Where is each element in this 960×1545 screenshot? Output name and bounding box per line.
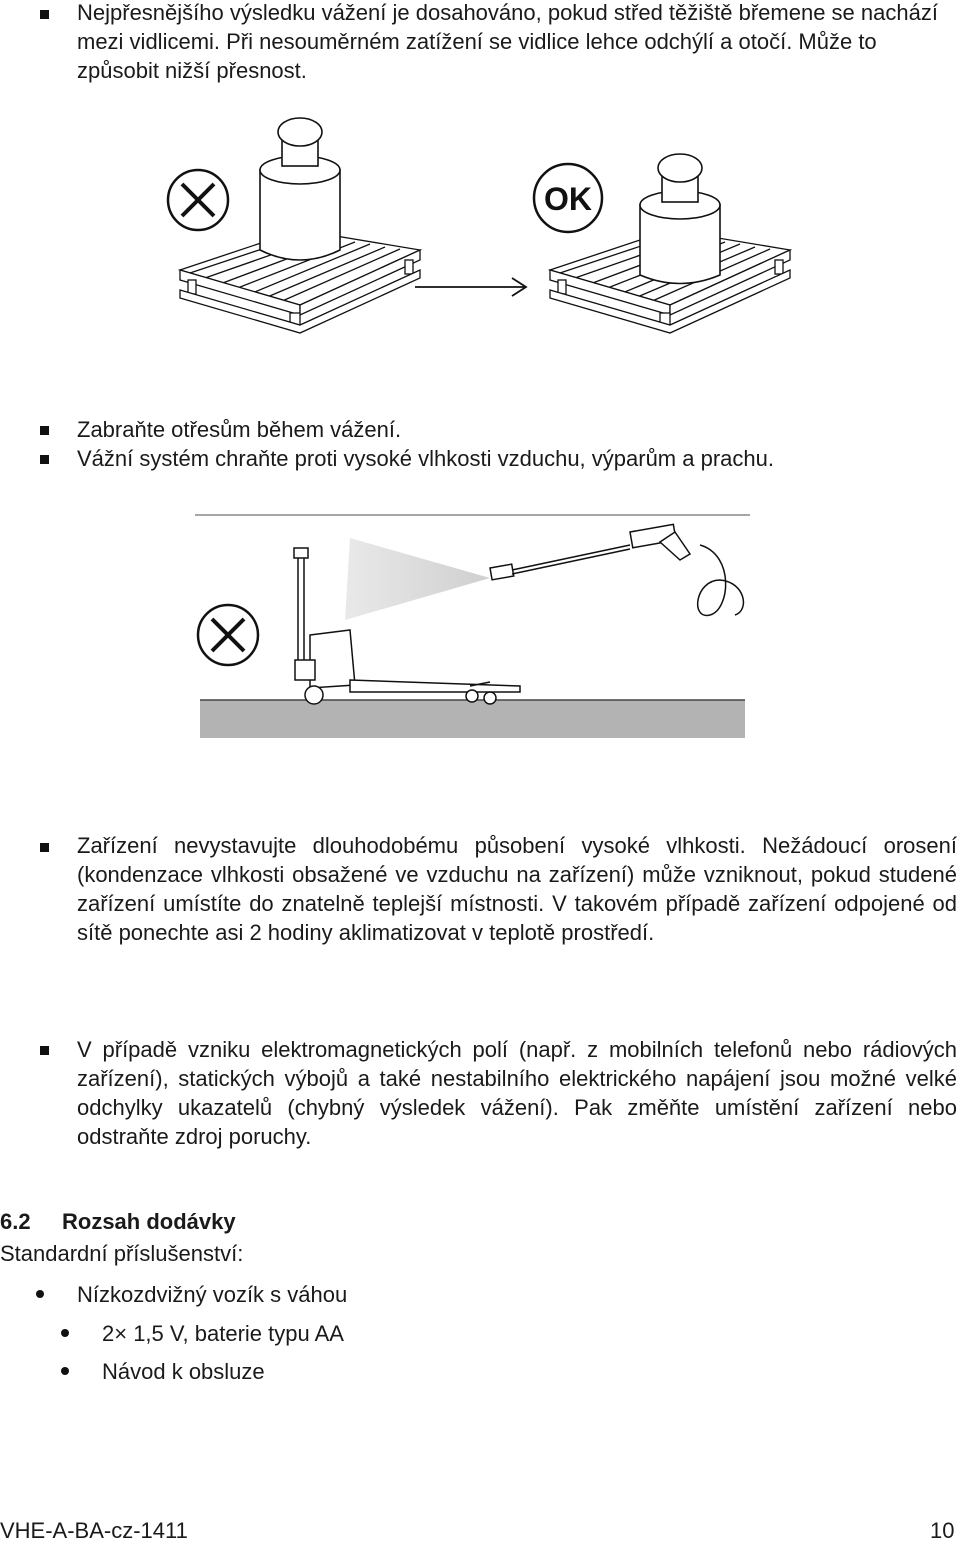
- bullet-marker: [40, 843, 49, 852]
- bullet-marker: [40, 455, 49, 464]
- svg-text:OK: OK: [544, 181, 592, 217]
- bullet-marker: [40, 10, 49, 19]
- section-title: Rozsah dodávky: [62, 1209, 236, 1234]
- ok-icon: [534, 164, 602, 232]
- weight-left: [260, 118, 340, 260]
- pallet-weight-figure: [150, 110, 800, 350]
- footer-doc-id: VHE-A-BA-cz-1411: [0, 1518, 188, 1543]
- paragraph-condensation: Zařízení nevystavujte dlouhodobému působení vysoké vlhkosti. Nežádoucí orosení (kondenzace vlhkosti obsažené ve vzduchu na zařízení) může vzniknout, pokud studené zařízení umístíte do znatelně teplejší místnosti. V takovém případě zařízení odpojené od sítě ponechte asi 2 hodiny aklimatizovat v teplotě prostředí.: [77, 833, 957, 945]
- footer-page-number: 10: [930, 1518, 955, 1543]
- weight-right: [640, 154, 720, 284]
- spray-gun: [490, 524, 743, 615]
- paragraph-electromagnetic: V případě vzniku elektromagnetických polí (např. z mobilních telefonů nebo rádiových zařízení), statických výbojů a také nestabilního elektrického napájení jsou možné velké odchylky ukazatelů (chybný výsledek vážení). Pak změňte umístění zařízení nebo odstraňte zdroj poruchy.: [77, 1037, 957, 1149]
- section-subtitle: Standardní příslušenství:: [0, 1241, 244, 1266]
- floor: [200, 700, 745, 738]
- water-spray: [345, 538, 490, 620]
- list-item: 2× 1,5 V, baterie typu AA: [102, 1321, 344, 1346]
- paragraph-humidity: Vážní systém chraňte proti vysoké vlhkosti vzduchu, výparům a prachu.: [77, 446, 774, 471]
- paragraph-weighing-center: Nejpřesnějšího výsledku vážení je dosahováno, pokud střed těžiště břemene se nachází mezi vidlicemi. Při nesouměrném zatížení se vidlice lehce odchýlí a otočí. Může to způsobit nižší přesnost.: [77, 0, 938, 83]
- bullet-marker: [40, 1046, 49, 1055]
- section-number: 6.2: [0, 1209, 31, 1234]
- list-bullet: [36, 1290, 44, 1298]
- paragraph-vibration: Zabraňte otřesům během vážení.: [77, 417, 402, 442]
- bullet-marker: [40, 426, 49, 435]
- list-item: Návod k obsluze: [102, 1359, 265, 1384]
- pressure-washer-figure: [190, 510, 750, 740]
- wrong-icon: [198, 605, 258, 665]
- wrong-icon: [168, 170, 228, 230]
- list-item: Nízkozdvižný vozík s váhou: [77, 1282, 348, 1307]
- list-bullet: [61, 1367, 69, 1375]
- list-bullet: [61, 1329, 69, 1337]
